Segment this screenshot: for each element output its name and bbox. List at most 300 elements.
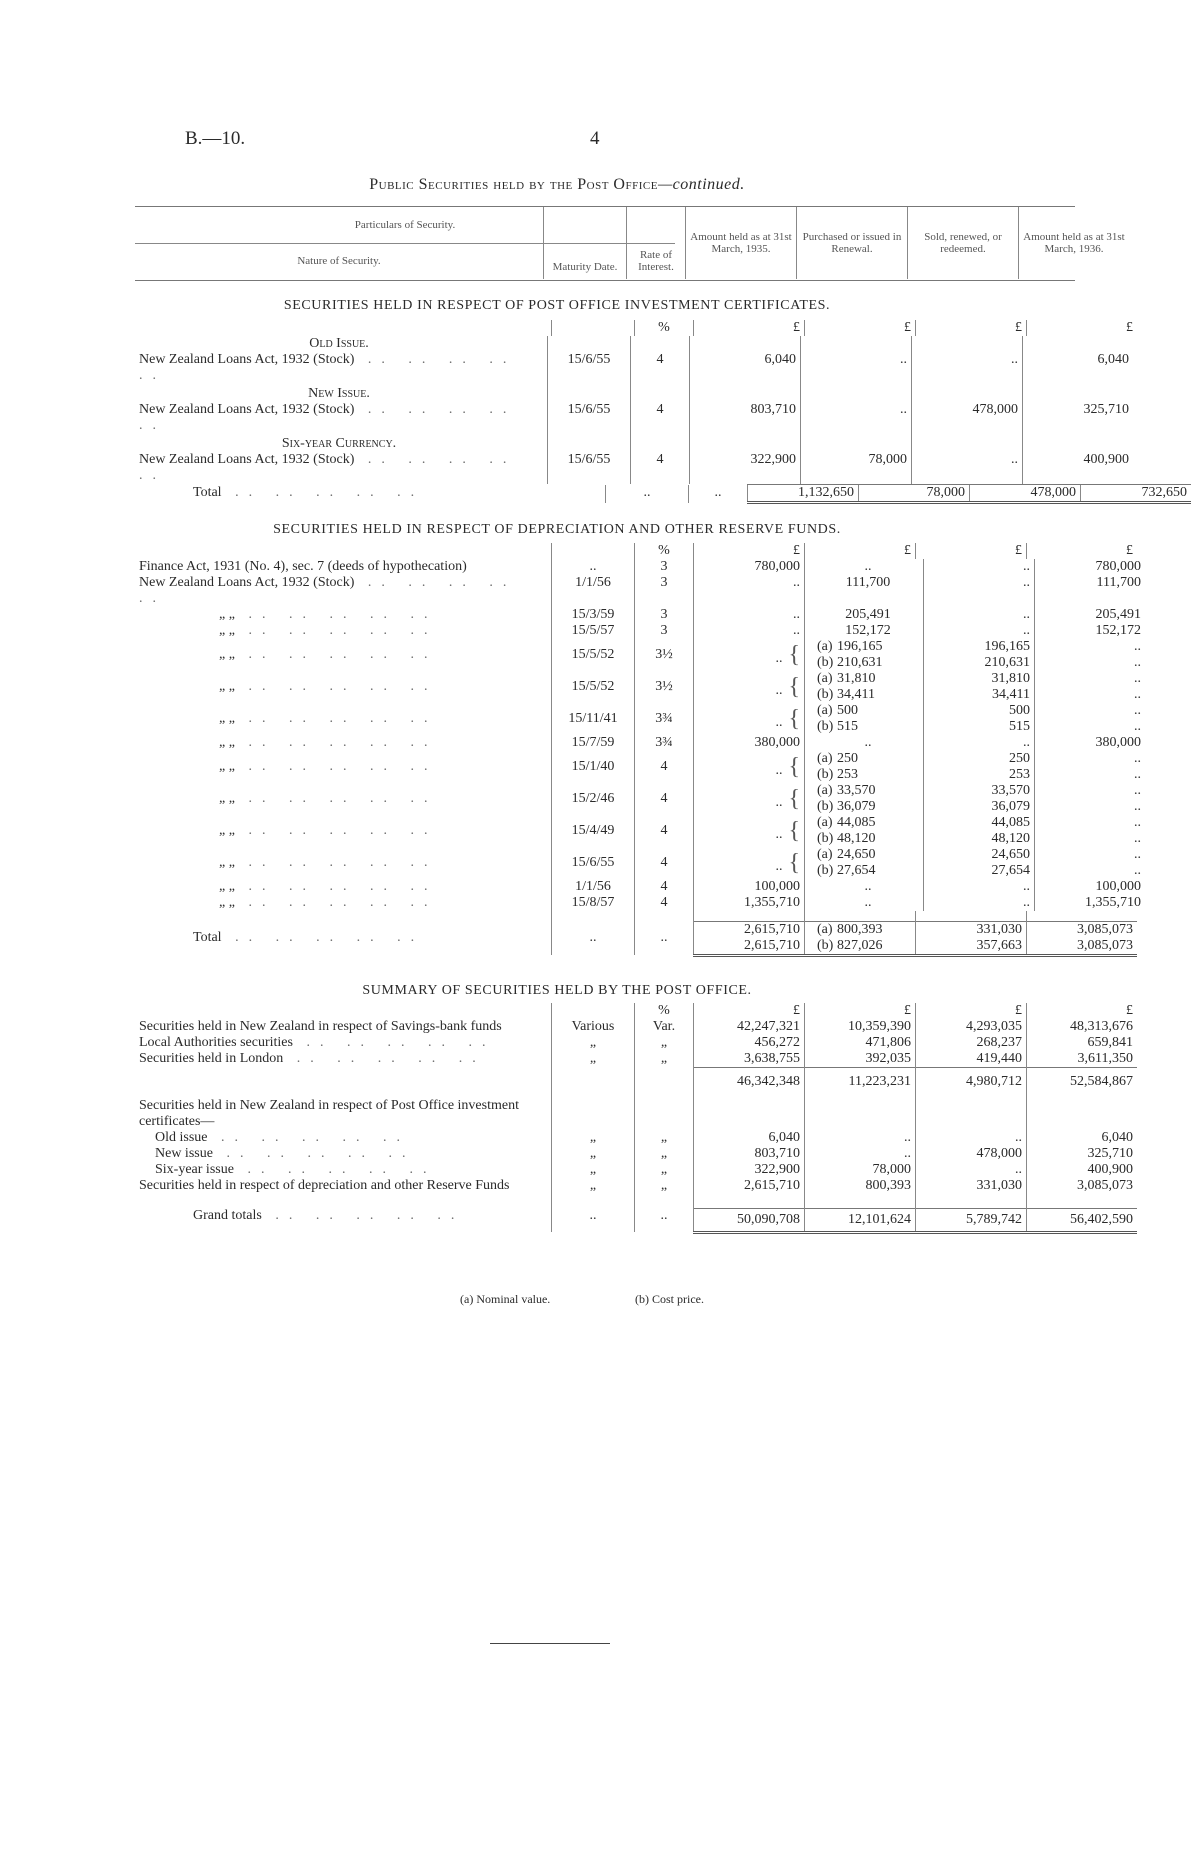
c5-cell: 800,393 [805, 1178, 916, 1194]
empty-cell [694, 1098, 805, 1130]
label-cell [135, 1208, 552, 1232]
held-1936-cell [1035, 895, 1146, 911]
c7-cell: 3,611,350 [1027, 1051, 1138, 1068]
maturity-cell: .. [552, 1208, 635, 1232]
nature-text: New Zealand Loans Act, 1932 (Stock) [139, 402, 355, 417]
group-heading: Securities held in New Zealand in respect of Post Office investment certificates— [139, 1098, 519, 1129]
empty-cell [916, 1194, 1027, 1208]
unit-rate: % [635, 320, 694, 336]
held-1935-cell [694, 559, 805, 575]
held-1935-cell [694, 639, 805, 671]
footnote-marker: (b) [817, 937, 834, 953]
rate-cell: 4 [635, 783, 694, 815]
rate-cell: .. [689, 485, 748, 503]
maturity-cell: „ [552, 1051, 635, 1068]
total-c4-cell: 1,132,650 [748, 485, 859, 503]
cell-value: 380,000 [754, 735, 800, 750]
nature-text: Finance Act, 1931 (No. 4), sec. 7 (deeds of hypothecation) [139, 559, 467, 574]
cell-value: 34,411 [837, 687, 875, 702]
cell-line: .. [1134, 815, 1141, 830]
cell-line: 1,355,710 [1085, 895, 1141, 910]
c7-cell: 400,900 [1027, 1162, 1138, 1178]
held-1935-cell [694, 895, 805, 911]
cell-line: 24,650 [991, 847, 1030, 862]
cell-value: 827,026 [837, 937, 883, 953]
purchased-cell: .. [801, 352, 912, 386]
empty-cell [1027, 911, 1138, 921]
empty-cell [1027, 1098, 1138, 1130]
leader-dots: .. .. .. .. .. [234, 895, 438, 910]
spacer-row [135, 911, 1137, 921]
c4-cell: 6,040 [694, 1130, 805, 1146]
rate-cell: „ [635, 1035, 694, 1051]
page-ref: B.—10. [185, 128, 246, 149]
maturity-cell: .. [606, 485, 689, 503]
cell-value: 27,654 [837, 863, 876, 878]
c4-cell: 46,342,348 [694, 1068, 805, 1099]
cell-line: 48,120 [991, 831, 1030, 846]
c7-cell: 325,710 [1027, 1146, 1138, 1162]
cell-line [817, 639, 919, 655]
cell-line: .. [1134, 671, 1141, 686]
cell-line [817, 831, 919, 847]
sold-cell [924, 703, 1035, 735]
cell-line: .. [1023, 559, 1030, 574]
sold-cell [924, 607, 1035, 623]
brace-icon: { [782, 754, 800, 780]
table-row [135, 703, 1145, 735]
header-bottom-rule [135, 280, 1075, 281]
empty-cell [801, 386, 912, 402]
section1-table [135, 320, 1187, 504]
cell-line: .. [1023, 607, 1030, 622]
c6-cell: 331,030 [916, 1178, 1027, 1194]
cell-line: 31,810 [991, 671, 1030, 686]
c7-cell: 48,313,676 [1027, 1019, 1138, 1035]
unit-c7: £ [1027, 1003, 1138, 1019]
empty-cell [135, 911, 552, 921]
unit-c5: £ [805, 543, 916, 559]
brace-icon: { [782, 642, 800, 668]
unit-c7: £ [1027, 543, 1138, 559]
total-c7-cell: 732,650 [1081, 485, 1191, 503]
cell-value: .. [775, 683, 783, 698]
empty-cell [916, 911, 1027, 921]
purchased-cell [805, 735, 924, 751]
cell-line: 152,172 [1095, 623, 1141, 638]
nature-cell [135, 751, 552, 783]
rate-cell: .. [635, 1208, 694, 1232]
footnote-a: (a) Nominal value. [460, 1292, 551, 1306]
cell-line [817, 687, 919, 703]
cell-value: 33,570 [837, 783, 876, 798]
nature-cell [135, 735, 552, 751]
c7-cell: 52,584,867 [1027, 1068, 1138, 1099]
rate-cell: 3½ [635, 671, 694, 703]
total-label-cell [135, 921, 552, 955]
empty-cell [635, 911, 694, 921]
total-c7-cell [1027, 921, 1138, 955]
cell-line: 780,000 [1095, 559, 1141, 574]
empty-cell [548, 386, 631, 402]
maturity-cell: 15/3/59 [552, 607, 635, 623]
held-1935-cell [694, 703, 805, 735]
sold-cell [924, 895, 1035, 911]
footnote-marker: (b) [817, 767, 834, 782]
held-1936-cell [1035, 847, 1146, 879]
leader-dots: .. .. .. .. .. [139, 352, 517, 383]
cell-line: .. [1134, 639, 1141, 654]
total-row [135, 485, 1191, 503]
maturity-cell [552, 1068, 635, 1099]
cell-value: .. [775, 795, 783, 810]
nature-text: „ „ [219, 711, 235, 726]
cell-value: 800,393 [837, 921, 883, 937]
maturity-cell: Various [552, 1019, 635, 1035]
cell-line: 380,000 [1095, 735, 1141, 750]
grand-total-row [135, 1208, 1137, 1232]
cell-line [817, 607, 919, 623]
c5-cell: 10,359,390 [805, 1019, 916, 1035]
nature-cell [135, 639, 552, 671]
maturity-cell: 15/5/52 [552, 671, 635, 703]
table-row [135, 783, 1145, 815]
sold-cell [924, 815, 1035, 847]
footnote-marker: (b) [817, 831, 834, 846]
brace-icon: { [782, 818, 800, 844]
cell-value: .. [864, 895, 872, 910]
empty-cell [631, 436, 690, 452]
nature-cell [135, 402, 548, 436]
sold-cell [924, 735, 1035, 751]
empty-cell [635, 1194, 694, 1208]
cell-value: .. [793, 623, 800, 638]
column-header [135, 207, 1125, 279]
cell-line [817, 815, 919, 831]
empty-cell [552, 1194, 635, 1208]
cell-line [817, 879, 919, 895]
rate-cell: 3½ [635, 639, 694, 671]
held-1936-cell [1035, 639, 1146, 671]
leader-dots: .. .. .. .. .. [233, 1162, 437, 1177]
cell-line [817, 623, 919, 639]
cell-value: 111,700 [845, 575, 891, 590]
held-1935-cell: 6,040 [690, 352, 801, 386]
unit-c4: £ [694, 1003, 805, 1019]
table-row [135, 402, 1133, 436]
label-text: Securities held in respect of depreciation and other Reserve Funds [139, 1178, 510, 1193]
cell-line: .. [1023, 735, 1030, 750]
empty-cell [548, 336, 631, 352]
maturity-cell: „ [552, 1178, 635, 1194]
cell-line: .. [1023, 879, 1030, 894]
units-row [135, 543, 1137, 559]
nature-text: „ „ [219, 759, 235, 774]
cell-line: 2,615,710 [744, 921, 800, 937]
empty-cell [801, 436, 912, 452]
nature-text: „ „ [219, 735, 235, 750]
empty-cell [1023, 386, 1134, 402]
footnote-marker: (b) [817, 799, 834, 814]
cell-value: 1,355,710 [744, 895, 800, 910]
table-row [135, 575, 1145, 607]
maturity-cell: 1/1/56 [552, 879, 635, 895]
maturity-cell: .. [552, 559, 635, 575]
maturity-cell: 1/1/56 [552, 575, 635, 607]
empty-cell [135, 1194, 552, 1208]
c5-cell: 78,000 [805, 1162, 916, 1178]
nature-text: „ „ [219, 791, 235, 806]
empty-cell [631, 386, 690, 402]
nature-cell [135, 559, 552, 575]
header-particulars: Particulars of Security. [135, 207, 675, 244]
leader-dots: .. .. .. .. .. [292, 1035, 496, 1050]
total-c6-cell [916, 921, 1027, 955]
held-1936-cell [1035, 735, 1146, 751]
header-maturity: Maturity Date. [544, 207, 627, 279]
c4-cell: 803,710 [694, 1146, 805, 1162]
header-held-1935: Amount held as at 31st March, 1935. [686, 207, 797, 279]
cell-line [817, 938, 911, 954]
table-row [135, 559, 1145, 575]
cell-line [817, 655, 919, 671]
total-c5-cell [805, 921, 916, 955]
table-row [135, 1035, 1137, 1051]
cell-value: 44,085 [837, 815, 876, 830]
rate-cell: 4 [631, 352, 690, 386]
header-purchased: Purchased or issued in Renewal. [797, 207, 908, 279]
empty-cell [912, 336, 1023, 352]
rate-cell: Var. [635, 1019, 694, 1035]
c6-cell: 4,980,712 [916, 1068, 1027, 1099]
table-row [135, 879, 1145, 895]
sold-cell [924, 559, 1035, 575]
cell-value: .. [864, 879, 872, 894]
label-cell [135, 1068, 552, 1099]
nature-text: „ „ [219, 647, 235, 662]
header-nature: Nature of Security. [297, 255, 381, 267]
cell-line: 331,030 [976, 921, 1022, 937]
held-1935-cell [694, 607, 805, 623]
footnote-marker: (a) [817, 847, 833, 862]
purchased-cell: .. [801, 402, 912, 436]
purchased-cell: 78,000 [801, 452, 912, 484]
nature-text: „ „ [219, 823, 235, 838]
rate-cell: 4 [631, 402, 690, 436]
empty-cell [631, 336, 690, 352]
header-sold: Sold, renewed, or redeemed. [908, 207, 1019, 279]
label-cell [135, 1178, 552, 1194]
unit-c4: £ [694, 543, 805, 559]
total-c5-cell: 78,000 [859, 485, 970, 503]
held-1936-cell [1035, 703, 1146, 735]
footnote-marker: (a) [817, 783, 833, 798]
purchased-cell [805, 623, 924, 639]
nature-cell [135, 452, 548, 484]
maturity-cell: 15/6/55 [548, 352, 631, 386]
table-row [135, 1146, 1137, 1162]
c5-cell: 12,101,624 [805, 1208, 916, 1232]
held-1935-cell [694, 879, 805, 895]
label-cell [135, 1130, 552, 1146]
held-1936-cell: 400,900 [1023, 452, 1134, 484]
cell-value: 24,650 [837, 847, 876, 862]
empty-cell [1023, 436, 1134, 452]
nature-cell [135, 575, 552, 607]
leader-dots: .. .. .. .. .. [234, 623, 438, 638]
label-cell [135, 1146, 552, 1162]
footnote-marker: (a) [817, 921, 833, 937]
c4-cell: 322,900 [694, 1162, 805, 1178]
empty-cell [694, 1194, 805, 1208]
maturity-cell: 15/1/40 [552, 751, 635, 783]
section2-table [135, 543, 1141, 957]
leader-dots: .. .. .. .. .. [221, 930, 425, 945]
table-row [135, 815, 1145, 847]
c5-cell: .. [805, 1146, 916, 1162]
subheading: Old Issue. [309, 336, 369, 351]
sold-cell [924, 751, 1035, 783]
purchased-cell [805, 639, 924, 671]
cell-line: 357,663 [976, 937, 1022, 953]
cell-line [817, 671, 919, 687]
maturity-cell: 15/6/55 [548, 402, 631, 436]
total-label: Total [193, 930, 222, 945]
brace-icon: { [782, 786, 800, 812]
sold-cell [924, 623, 1035, 639]
purchased-cell [805, 847, 924, 879]
page-title-main: Public Securities held by the Post Office [369, 176, 658, 193]
footnote-marker: (a) [817, 639, 833, 654]
label-cell [135, 1035, 552, 1051]
label-text: Grand totals [193, 1208, 262, 1223]
maturity-cell: 15/2/46 [552, 783, 635, 815]
cell-line: .. [1134, 831, 1141, 846]
c6-cell: 5,789,742 [916, 1208, 1027, 1232]
purchased-cell [805, 895, 924, 911]
purchased-cell [805, 783, 924, 815]
cell-line [817, 783, 919, 799]
cell-line: 44,085 [991, 815, 1030, 830]
empty-cell [690, 336, 801, 352]
footnote-marker: (b) [817, 687, 834, 702]
nature-cell [135, 815, 552, 847]
empty-cell [805, 1194, 916, 1208]
cell-line: .. [1134, 783, 1141, 798]
label-cell [135, 1162, 552, 1178]
cell-line: .. [1023, 575, 1030, 590]
rate-cell: „ [635, 1146, 694, 1162]
cell-line [817, 559, 919, 575]
rate-cell: 3 [635, 607, 694, 623]
section2-heading: SECURITIES HELD IN RESPECT OF DEPRECIATION AND OTHER RESERVE FUNDS. [273, 522, 841, 537]
nature-cell [135, 879, 552, 895]
total-c6-cell: 478,000 [970, 485, 1081, 503]
c4-cell: 2,615,710 [694, 1178, 805, 1194]
cell-value: 780,000 [754, 559, 800, 574]
empty-cell [548, 436, 631, 452]
held-1936-cell [1035, 751, 1146, 783]
cell-value: 152,172 [845, 623, 891, 638]
empty-cell [635, 1098, 694, 1130]
cell-value: 515 [837, 719, 858, 734]
leader-dots: .. .. .. .. .. [212, 1146, 416, 1161]
rate-cell: .. [635, 921, 694, 955]
label-text: Old issue [155, 1130, 208, 1145]
header-held-1936: Amount held as at 31st March, 1936. [1019, 207, 1130, 279]
spacer-row [135, 1194, 1137, 1208]
cell-line: 34,411 [992, 687, 1030, 702]
rate-cell: 4 [635, 751, 694, 783]
cell-value: .. [775, 715, 783, 730]
leader-dots: .. .. .. .. .. [234, 711, 438, 726]
leader-dots: .. .. .. .. .. [234, 647, 438, 662]
held-1935-cell [694, 815, 805, 847]
cell-line: 36,079 [991, 799, 1030, 814]
held-1936-cell [1035, 607, 1146, 623]
c4-cell: 3,638,755 [694, 1051, 805, 1068]
units-row [135, 1003, 1137, 1019]
nature-cell [135, 783, 552, 815]
cell-line: 111,700 [1096, 575, 1141, 590]
cell-value: 31,810 [837, 671, 876, 686]
cell-line: 3,085,073 [1077, 937, 1133, 953]
cell-line [817, 895, 919, 911]
unit-c5: £ [805, 320, 916, 336]
c6-cell: .. [916, 1162, 1027, 1178]
brace-icon: { [782, 850, 800, 876]
c6-cell: 419,440 [916, 1051, 1027, 1068]
rate-cell: 3¾ [635, 703, 694, 735]
nature-cell [135, 671, 552, 703]
table-row [135, 751, 1145, 783]
maturity-cell: 15/7/59 [552, 735, 635, 751]
rate-cell: 4 [635, 879, 694, 895]
rate-cell: 3 [635, 575, 694, 607]
leader-dots: .. .. .. .. .. [261, 1208, 465, 1223]
c4-cell: 42,247,321 [694, 1019, 805, 1035]
footnote-marker: (a) [817, 815, 833, 830]
c6-cell: .. [916, 1130, 1027, 1146]
unit-rate: % [635, 543, 694, 559]
section1-heading: SECURITIES HELD IN RESPECT OF POST OFFICE INVESTMENT CERTIFICATES. [283, 298, 831, 313]
page-title-continued: —continued. [657, 176, 745, 193]
maturity-cell: 15/5/57 [552, 623, 635, 639]
leader-dots: .. .. .. .. .. [234, 791, 438, 806]
label-text: Six-year issue [155, 1162, 234, 1177]
table-row [135, 1051, 1137, 1068]
maturity-cell: „ [552, 1130, 635, 1146]
maturity-cell: „ [552, 1162, 635, 1178]
held-1935-cell [694, 847, 805, 879]
held-1936-cell [1035, 879, 1146, 895]
total-row [135, 921, 1137, 955]
cell-line: 196,165 [984, 639, 1030, 654]
cell-value: .. [775, 763, 783, 778]
maturity-cell: 15/11/41 [552, 703, 635, 735]
held-1935-cell: 322,900 [690, 452, 801, 484]
c5-cell: 392,035 [805, 1051, 916, 1068]
cell-line: .. [1023, 623, 1030, 638]
rate-cell: 4 [631, 452, 690, 484]
cell-value: .. [793, 607, 800, 622]
leader-dots: .. .. .. .. .. [234, 759, 438, 774]
empty-cell [552, 1098, 635, 1130]
maturity-cell: 15/5/52 [552, 639, 635, 671]
cell-value: 36,079 [837, 799, 876, 814]
cell-line [817, 922, 911, 938]
leader-dots: .. .. .. .. .. [207, 1130, 410, 1145]
